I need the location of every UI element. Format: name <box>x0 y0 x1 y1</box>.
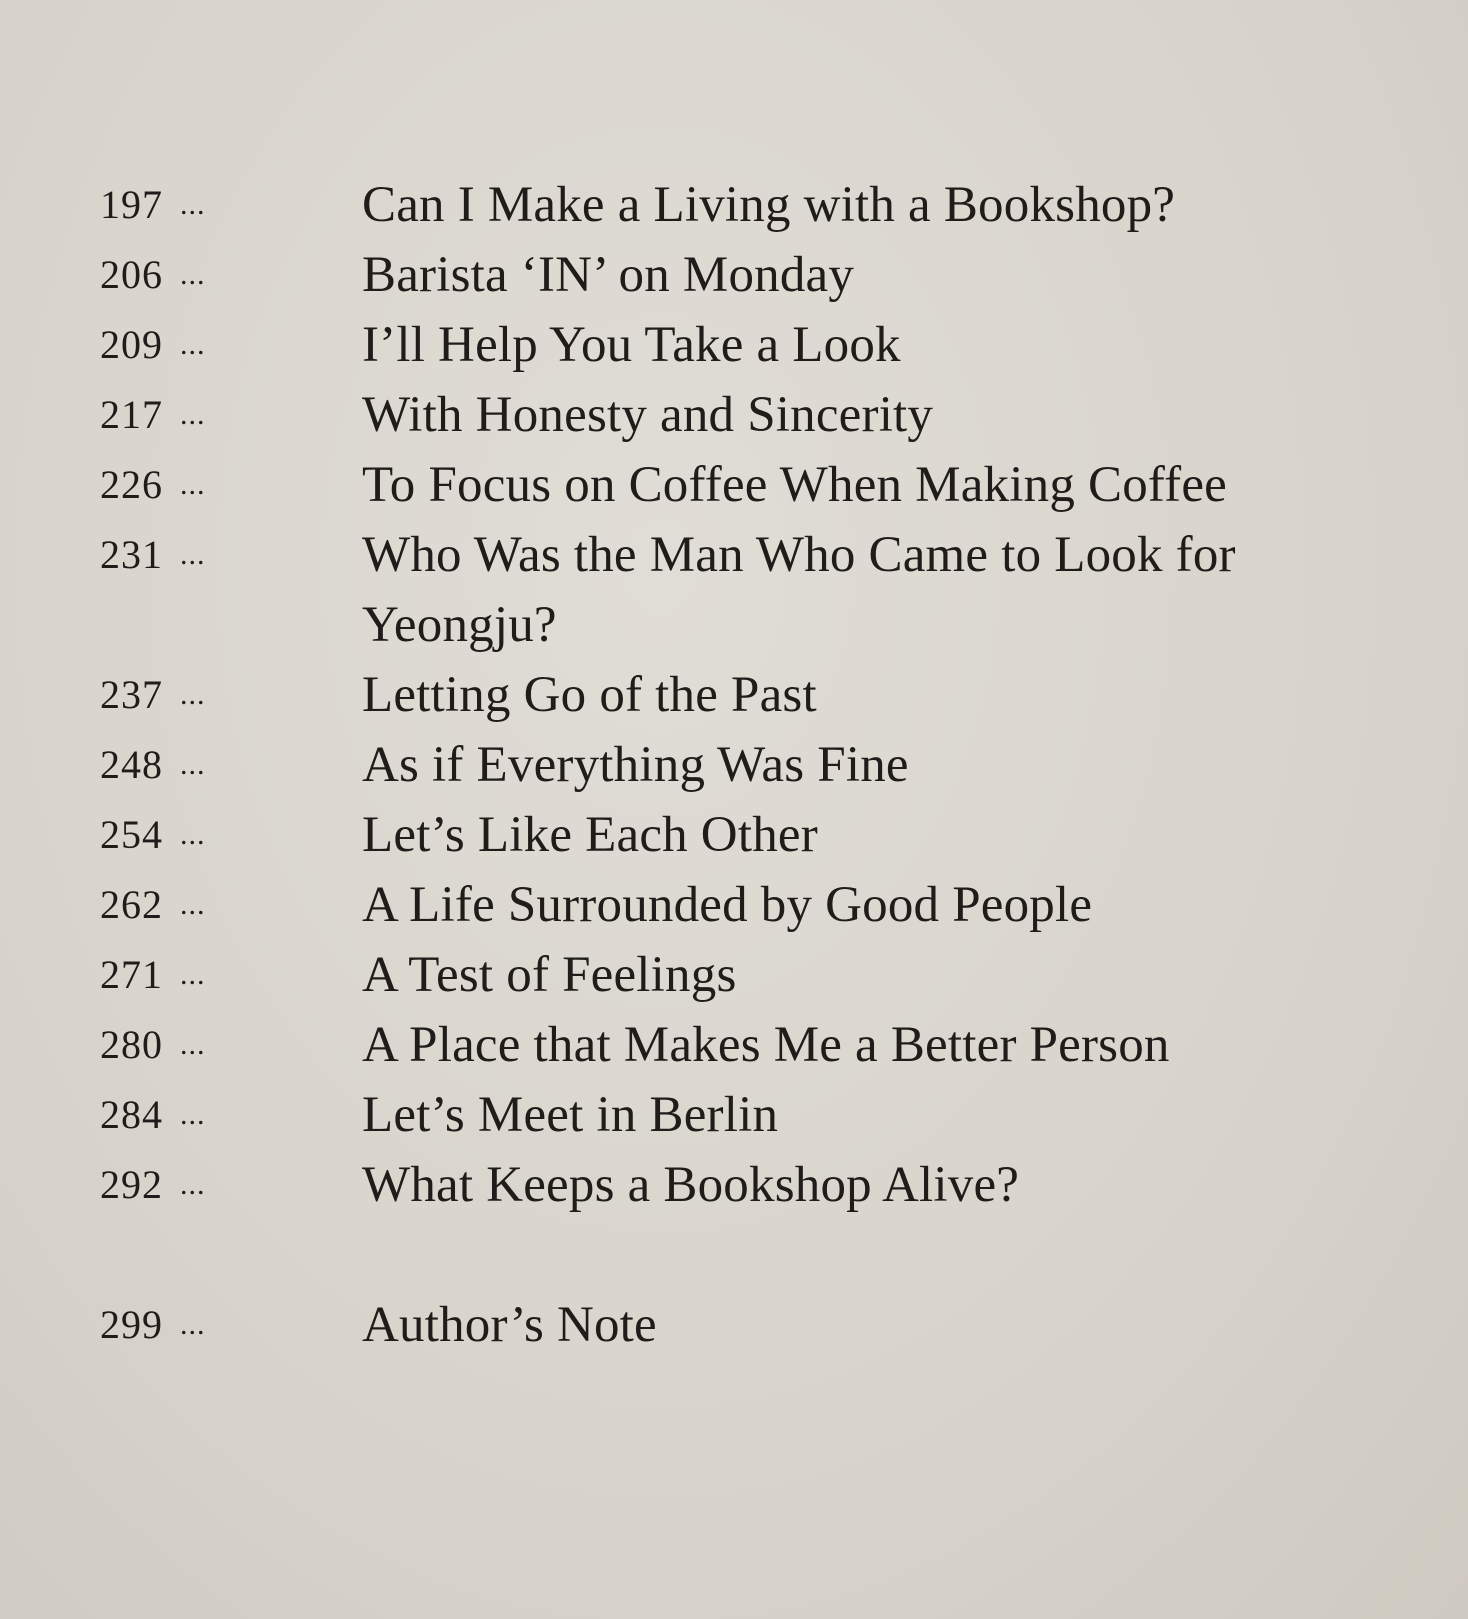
toc-chapter-title: I’ll Help You Take a Look <box>362 317 901 373</box>
toc-entry <box>100 240 1350 310</box>
toc-entry <box>100 660 1350 730</box>
toc-leader-dots: ... <box>180 958 206 991</box>
toc-page-number: 197 <box>100 182 163 227</box>
toc-entry <box>100 170 1350 240</box>
toc-entry <box>100 1010 1350 1080</box>
toc-chapter-title: Author’s Note <box>362 1297 657 1353</box>
toc-page-number: 280 <box>100 1022 163 1067</box>
toc-chapter-title: With Honesty and Sincerity <box>362 387 934 443</box>
toc-leader-dots: ... <box>180 468 206 501</box>
section-spacer <box>100 1220 1350 1290</box>
toc-entry-author-note <box>100 1290 1350 1360</box>
toc-entry <box>100 310 1350 380</box>
toc-page-number: 254 <box>100 812 163 857</box>
toc-entry <box>100 940 1350 1010</box>
toc-chapter-title: A Test of Feelings <box>362 947 737 1003</box>
toc-page-number: 209 <box>100 322 163 367</box>
toc-leader-dots: ... <box>180 818 206 851</box>
toc-chapter-title: A Life Surrounded by Good People <box>362 877 1093 933</box>
toc-chapter-title: Letting Go of the Past <box>362 667 817 723</box>
toc-leader-dots: ... <box>180 538 206 571</box>
toc-entry <box>100 730 1350 800</box>
toc-chapter-title: Barista ‘IN’ on Monday <box>362 247 855 303</box>
toc-chapter-title: As if Everything Was Fine <box>362 737 909 793</box>
toc-chapter-title: A Place that Makes Me a Better Person <box>362 1017 1170 1073</box>
toc-entry <box>100 520 1350 660</box>
toc-entry <box>100 380 1350 450</box>
toc-page-number: 217 <box>100 392 163 437</box>
toc-page-number: 226 <box>100 462 163 507</box>
toc-leader-dots: ... <box>180 1308 206 1341</box>
toc-page-number: 231 <box>100 532 163 577</box>
toc-leader-dots: ... <box>180 748 206 781</box>
toc-entry <box>100 800 1350 870</box>
toc-leader-dots: ... <box>180 188 206 221</box>
toc-page-number: 237 <box>100 672 163 717</box>
toc-chapter-title: Let’s Meet in Berlin <box>362 1087 779 1143</box>
toc-chapter-title: Who Was the Man Who Came to Look for Yeongju? <box>362 527 1236 653</box>
toc-leader-dots: ... <box>180 258 206 291</box>
toc-leader-dots: ... <box>180 398 206 431</box>
toc-page-number: 284 <box>100 1092 163 1137</box>
toc-entry <box>100 870 1350 940</box>
toc-leader-dots: ... <box>180 678 206 711</box>
toc-page-number: 206 <box>100 252 163 297</box>
toc-entry <box>100 450 1350 520</box>
toc-page-number: 262 <box>100 882 163 927</box>
toc-page-number: 292 <box>100 1162 163 1207</box>
toc-leader-dots: ... <box>180 1028 206 1061</box>
toc-entry <box>100 1080 1350 1150</box>
toc-leader-dots: ... <box>180 1098 206 1131</box>
toc-page-number: 271 <box>100 952 163 997</box>
toc-chapter-title: Let’s Like Each Other <box>362 807 818 863</box>
toc-entry <box>100 1150 1350 1220</box>
toc-page-number: 299 <box>100 1302 163 1347</box>
toc-chapter-title: What Keeps a Bookshop Alive? <box>362 1157 1020 1213</box>
toc-chapter-title: Can I Make a Living with a Bookshop? <box>362 177 1176 233</box>
table-of-contents <box>100 170 1350 1360</box>
toc-page-number: 248 <box>100 742 163 787</box>
toc-leader-dots: ... <box>180 328 206 361</box>
toc-leader-dots: ... <box>180 888 206 921</box>
toc-chapter-title: To Focus on Coffee When Making Coffee <box>362 457 1228 513</box>
toc-leader-dots: ... <box>180 1168 206 1201</box>
